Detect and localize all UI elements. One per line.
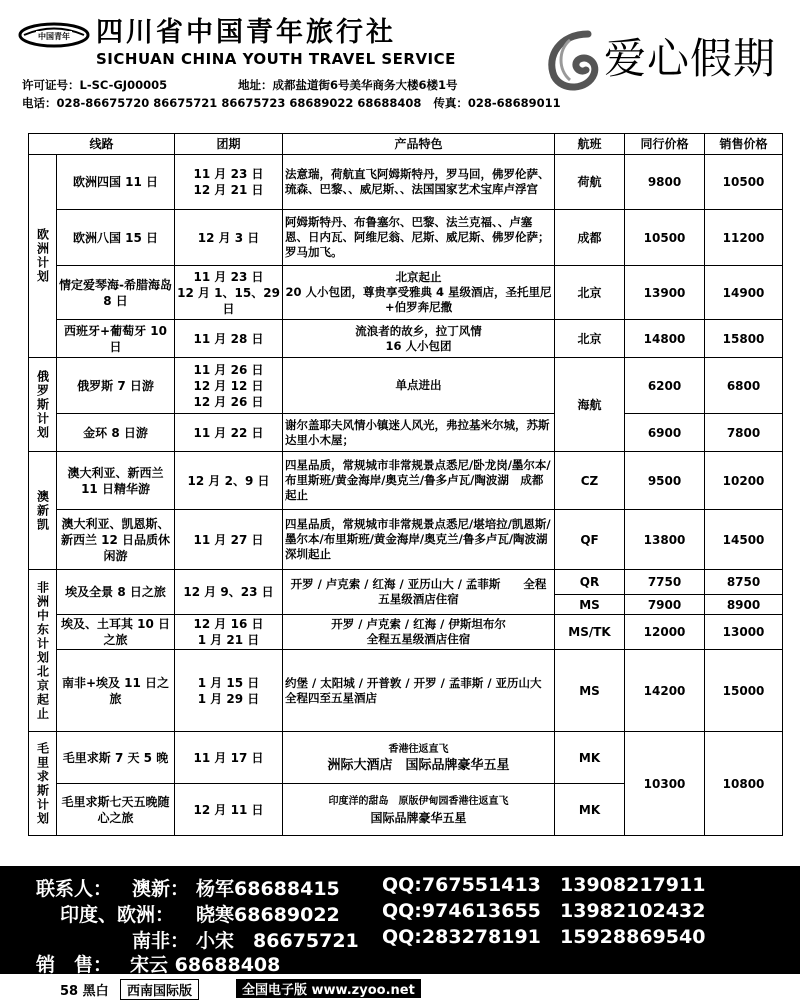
feature: 约堡 / 太阳城 / 开普敦 / 开罗 / 孟菲斯 / 亚历山大 全程四至五星酒店 — [283, 650, 555, 732]
trade-price: 9500 — [625, 452, 705, 510]
feature-line: 香港往返直飞 — [388, 743, 449, 755]
brand-name: 爱心假期 — [604, 34, 777, 83]
page-number: 58 黑白 — [60, 984, 109, 999]
route: 西班牙+葡萄牙 10 日 — [57, 320, 175, 358]
contact-mobile: 15928869540 — [560, 926, 706, 948]
network-label: 全国电子版 www.zyoo.net — [236, 979, 421, 998]
table-row — [29, 155, 783, 210]
flight: MS/TK — [555, 615, 625, 650]
header-retail-price: 销售价格 — [705, 134, 783, 155]
route: 埃及、土耳其 10 日之旅 — [57, 615, 175, 650]
header-dates: 团期 — [175, 134, 283, 155]
feature: 开罗 / 卢克索 / 红海 / 伊斯坦布尔 全程五星级酒店住宿 — [283, 615, 555, 650]
phone-label: 电话： — [22, 96, 57, 110]
contact-label: 联系人： — [36, 878, 113, 900]
flight: 成都 — [555, 210, 625, 266]
retail-price: 15800 — [705, 320, 783, 358]
retail-price: 10200 — [705, 452, 783, 510]
table-row — [29, 210, 783, 266]
table-row — [29, 320, 783, 358]
table-row — [29, 732, 783, 784]
table-row — [29, 615, 783, 650]
tour-table — [28, 133, 783, 836]
dates: 11 月 27 日 — [175, 510, 283, 570]
sales-name: 宋云 68688408 — [130, 954, 281, 976]
dates: 11 月 23 日 12 月 21 日 — [175, 155, 283, 210]
dates: 11 月 26 日 12 月 12 日 12 月 26 日 — [175, 358, 283, 414]
trade-price: 10300 — [625, 732, 705, 836]
phone-fax-line — [22, 95, 573, 111]
feature: 流浪者的故乡，拉丁风情 16 人小包团 — [283, 320, 555, 358]
header-route: 线路 — [29, 134, 175, 155]
region-mauritius: 毛里求斯计划 — [29, 732, 57, 836]
route: 欧洲四国 11 日 — [57, 155, 175, 210]
contact-mobile: 13908217911 — [560, 874, 706, 896]
dates: 12 月 3 日 — [175, 210, 283, 266]
region-aunz: 澳新凯 — [29, 452, 57, 570]
address: 地址：成都盐道街6号美华商务大楼6楼1号 — [238, 78, 458, 92]
flight: 北京 — [555, 266, 625, 320]
flight: MK — [555, 784, 625, 836]
route: 毛里求斯 7 天 5 晚 — [57, 732, 175, 784]
dates: 1 月 15 日 1 月 29 日 — [175, 650, 283, 732]
trade-price: 6200 — [625, 358, 705, 414]
contact-mobile: 13982102432 — [560, 900, 706, 922]
contact-name: 晓寒68689022 — [196, 904, 340, 926]
feature-line: 洲际大酒店 国际品牌豪华五星 — [327, 757, 510, 773]
region-africa: 非洲中东计划北京起止 — [29, 570, 57, 732]
feature: 阿姆斯特丹、布鲁塞尔、巴黎、法兰克福、、卢塞恩、日内瓦、阿维尼翁、尼斯、威尼斯、佛罗伦萨；罗马加飞。 — [283, 210, 555, 266]
trade-price: 13900 — [625, 266, 705, 320]
retail-price: 11200 — [705, 210, 783, 266]
trade-price: 9800 — [625, 155, 705, 210]
feature-line: 国际品牌豪华五星 — [370, 810, 467, 825]
logo-text: 中国青年 — [38, 32, 70, 41]
feature: 开罗 / 卢克索 / 红海 / 亚历山大 / 孟菲斯 全程五星级酒店住宿 — [283, 570, 555, 615]
retail-price: 8750 — [705, 570, 783, 595]
feature — [283, 732, 555, 784]
contact-region: 澳新： — [132, 878, 190, 900]
table-row — [29, 452, 783, 510]
retail-price: 10800 — [705, 732, 783, 836]
cyts-logo-icon — [18, 22, 90, 48]
flight: 北京 — [555, 320, 625, 358]
table-row — [29, 266, 783, 320]
header-feature: 产品特色 — [283, 134, 555, 155]
table-row — [29, 570, 783, 595]
contact-qq: QQ:767551413 — [382, 874, 541, 896]
dates: 11 月 22 日 — [175, 414, 283, 452]
flight: MS — [555, 595, 625, 615]
feature: 四星品质，常规城市非常规景点悉尼/堪培拉/凯恩斯/墨尔本/布里斯班/黄金海岸/奥克兰/鲁多卢瓦/陶波湖 深圳起止 — [283, 510, 555, 570]
route: 澳大利亚、凯恩斯、新西兰 12 日品质休闲游 — [57, 510, 175, 570]
feature: 法意瑞，荷航直飞阿姆斯特丹，罗马回，佛罗伦萨、琉森、巴黎、、威尼斯、、法国国家艺术宝库卢浮宫 — [283, 155, 555, 210]
dates: 11 月 17 日 — [175, 732, 283, 784]
route: 埃及全景 8 日之旅 — [57, 570, 175, 615]
retail-price: 13000 — [705, 615, 783, 650]
fax: 传真：028-68689011 — [433, 96, 561, 110]
contact-qq: QQ:283278191 — [382, 926, 541, 948]
region-russia: 俄罗斯计划 — [29, 358, 57, 452]
header-flight: 航班 — [555, 134, 625, 155]
route: 南非+埃及 11 日之旅 — [57, 650, 175, 732]
trade-price: 12000 — [625, 615, 705, 650]
route: 情定爱琴海-希腊海岛 8 日 — [57, 266, 175, 320]
flight: CZ — [555, 452, 625, 510]
trade-price: 14800 — [625, 320, 705, 358]
retail-price: 8900 — [705, 595, 783, 615]
retail-price: 6800 — [705, 358, 783, 414]
flight: MK — [555, 732, 625, 784]
feature: 北京起止 20 人小包团，尊贵享受雅典 4 星级酒店，圣托里尼+伯罗奔尼撒 — [283, 266, 555, 320]
dates: 12 月 16 日 1 月 21 日 — [175, 615, 283, 650]
retail-price: 7800 — [705, 414, 783, 452]
contact-panel — [0, 866, 800, 974]
company-name-cn: 四川省中国青年旅行社 — [96, 17, 396, 48]
contact-qq: QQ:974613655 — [382, 900, 541, 922]
retail-price: 14900 — [705, 266, 783, 320]
table-row — [29, 414, 783, 452]
flight: QF — [555, 510, 625, 570]
contact-region: 南非： — [132, 930, 190, 952]
company-name-en: SICHUAN CHINA YOUTH TRAVEL SERVICE — [96, 50, 456, 68]
trade-price: 6900 — [625, 414, 705, 452]
route: 俄罗斯 7 日游 — [57, 358, 175, 414]
flight: 荷航 — [555, 155, 625, 210]
license-number: 许可证号：L-SC-GJ00005 — [22, 78, 168, 92]
sales-label: 销 售： — [36, 954, 113, 976]
table-row — [29, 358, 783, 414]
page-header — [0, 0, 800, 128]
dates: 12 月 2、9 日 — [175, 452, 283, 510]
edition-label: 西南国际版 — [120, 979, 199, 1000]
dates: 12 月 9、23 日 — [175, 570, 283, 615]
feature — [283, 784, 555, 836]
route: 毛里求斯七天五晚随心之旅 — [57, 784, 175, 836]
dates: 11 月 23 日 12 月 1、15、29 日 — [175, 266, 283, 320]
phone-numbers: 028-86675720 86675721 86675723 68689022 68688408 — [56, 96, 422, 110]
flight: MS — [555, 650, 625, 732]
contact-name: 杨军68688415 — [196, 878, 340, 900]
dates: 11 月 28 日 — [175, 320, 283, 358]
feature: 四星品质，常规城市非常规景点悉尼/卧龙岗/墨尔本/布里斯班/黄金海岸/奥克兰/鲁多卢瓦/陶波湖 成都起止 — [283, 452, 555, 510]
contact-region: 印度、欧洲： — [60, 904, 175, 926]
retail-price: 10500 — [705, 155, 783, 210]
feature: 单点进出 — [283, 358, 555, 414]
trade-price: 10500 — [625, 210, 705, 266]
retail-price: 14500 — [705, 510, 783, 570]
trade-price: 13800 — [625, 510, 705, 570]
table-row — [29, 650, 783, 732]
region-europe: 欧洲计划 — [29, 155, 57, 358]
feature: 谢尔盖耶夫风情小镇迷人风光，弗拉基米尔城，苏斯达里小木屋； — [283, 414, 555, 452]
contact-name: 小宋 86675721 — [196, 930, 359, 952]
feature-line: 印度洋的甜岛 原版伊甸园香港往返直飞 — [328, 795, 509, 807]
flight: 海航 — [555, 358, 625, 452]
header-trade-price: 同行价格 — [625, 134, 705, 155]
route: 欧洲八国 15 日 — [57, 210, 175, 266]
table-row — [29, 510, 783, 570]
retail-price: 15000 — [705, 650, 783, 732]
trade-price: 7750 — [625, 570, 705, 595]
route: 金环 8 日游 — [57, 414, 175, 452]
trade-price: 14200 — [625, 650, 705, 732]
trade-price: 7900 — [625, 595, 705, 615]
flight: QR — [555, 570, 625, 595]
table-header-row — [29, 134, 783, 155]
dates: 12 月 11 日 — [175, 784, 283, 836]
route: 澳大利亚、新西兰 11 日精华游 — [57, 452, 175, 510]
page-footer — [0, 976, 800, 1000]
